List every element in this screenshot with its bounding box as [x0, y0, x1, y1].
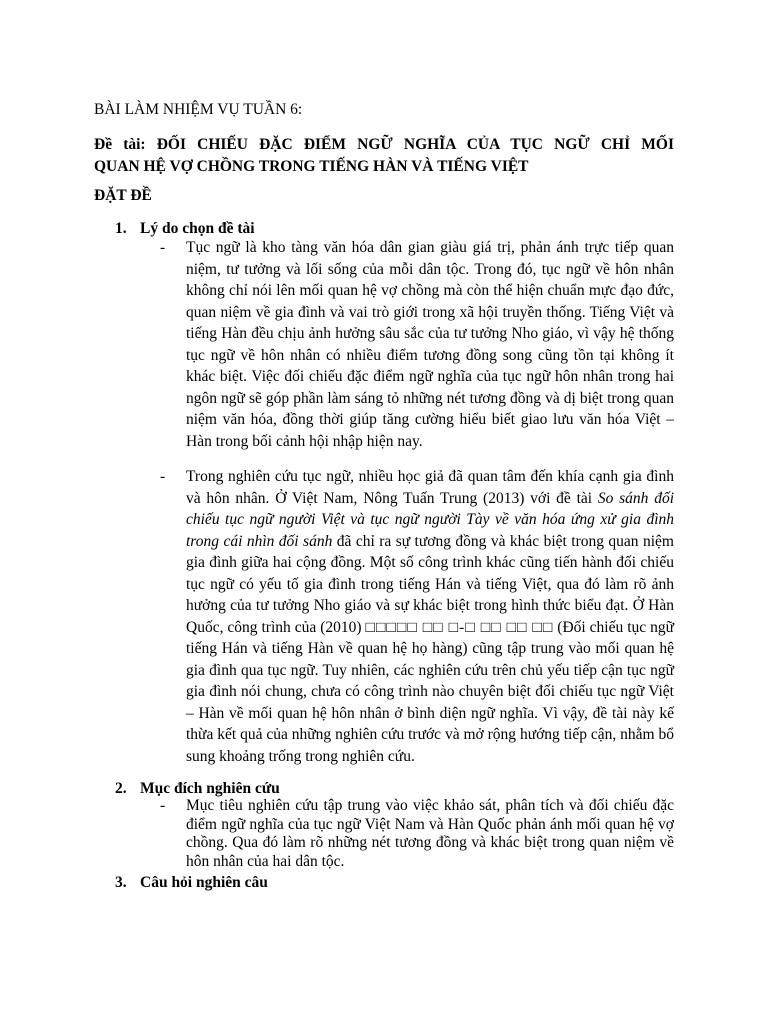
bullet-text: Tục ngữ là kho tàng văn hóa dân gian giàu giá trị, phản ánh trực tiếp quan niệm, tư tưởng và lối sống của mỗi dân tộc. Trong đó, tục ngữ về hôn nhân không chỉ nói lên mối quan hệ vợ chồng mà còn thể hiện chuẩn mực đạo đức, quan niệm về gia đình và vai trò giới trong xã hội truyền thống. Tiếng Việt và tiếng Hàn đều chịu ảnh hưởng sâu sắc của tư tưởng Nho giáo, vì vậy hệ thống tục ngữ về hôn nhân có nhiều điểm tương đồng song cũng tồn tại không ít khác biệt. Việc đối chiếu đặc điểm ngữ nghĩa của tục ngữ hôn nhân trong hai ngôn ngữ sẽ góp phần làm sáng tỏ những nét tương đồng và dị biệt trong quan niệm văn hóa, đồng thời giúp tăng cường hiểu biết giao lưu văn hóa Việt – Hàn trong bối cảnh hội nhập hiện nay. — [186, 239, 674, 450]
section-3-number: 3. — [115, 874, 127, 891]
section-heading-dat-de: ĐẶT ĐỀ — [94, 187, 152, 204]
bullet-text-part-b: đã chỉ ra sự tương đồng và khác biệt trong quan niệm gia đình giữa hai cộng đồng. Một số công trình khác cũng tiến hành đối chiếu tục ngữ có yếu tố gia đình trong tiếng Hán và tiếng Việt, qua đó làm rõ ảnh hưởng của tư tưởng Nho giáo và sự khác biệt trong hình thức biểu đạt. Ở Hàn Quốc, công trình của (2010) — [186, 532, 674, 636]
bullet-dash: - — [160, 468, 166, 485]
section-2-number: 2. — [115, 780, 127, 797]
section-1-number: 1. — [115, 220, 127, 237]
bullet-text-part-c: (Đối chiếu tục ngữ tiếng Hán và tiếng Hàn về quan hệ họ hàng) cũng tập trung vào mối quan hệ gia đình qua tục ngữ. Tuy nhiên, các nghiên cứu trên chủ yếu tiếp cận tục ngữ gia đình nói chung, chưa có công trình nào chuyên biệt đối chiếu tục ngữ Việt – Hàn về mối quan hệ hôn nhân ở bình diện ngữ nghĩa. Vì vậy, đề tài này kế thừa kết quả của những nghiên cứu trước và mở rộng hướng tiếp cận, nhằm bổ sung khoảng trống trong nghiên cứu. — [186, 618, 675, 765]
cited-work-title: So sánh đối chiếu tục ngữ người Việt và tục ngữ người Tày về văn hóa ứng xử gia đình trong cái nhìn đối sánh — [186, 489, 674, 550]
section-1-title: Lý do chọn đề tài — [140, 220, 255, 237]
section-2-title: Mục đích nghiên cứu — [140, 780, 280, 797]
topic-title — [94, 134, 674, 177]
section-3-title: Câu hỏi nghiên câu — [140, 874, 268, 891]
topic-title-line1: ĐỐI CHIẾU ĐẶC ĐIỂM NGỮ NGHĨA CỦA TỤC NGỮ CHỈ MỐI — [156, 136, 674, 153]
bullet-text-part-a: Trong nghiên cứu tục ngữ, nhiều học giả đã quan tâm đến khía cạnh gia đình và hôn nhân. Ở Việt Nam, Nông Tuấn Trung (2013) với đề tài — [186, 468, 674, 507]
bullet-dash: - — [160, 797, 166, 814]
topic-title-line2: QUAN HỆ VỢ CHỒNG TRONG TIẾNG HÀN VÀ TIẾNG VIỆT — [94, 157, 529, 175]
section-3-heading — [115, 872, 268, 894]
bullet-dash: - — [160, 239, 166, 256]
bullet-text: Mục tiêu nghiên cứu tập trung vào việc khảo sát, phân tích và đối chiếu đặc điểm ngữ nghĩa của tục ngữ Việt Nam và Hàn Quốc phản ánh mối quan hệ vợ chồng. Qua đó làm rõ những nét tương đồng và khác biệt trong quan niệm về hôn nhân của hai dân tộc. — [186, 797, 674, 870]
bullet-text — [186, 466, 674, 767]
topic-title-prefix: Đề tài: — [94, 136, 146, 153]
assignment-heading: BÀI LÀM NHIỆM VỤ TUẦN 6: — [94, 101, 303, 118]
korean-work-title: □□□□□ □□ □-□ □□ □□ □□ — [365, 618, 554, 636]
